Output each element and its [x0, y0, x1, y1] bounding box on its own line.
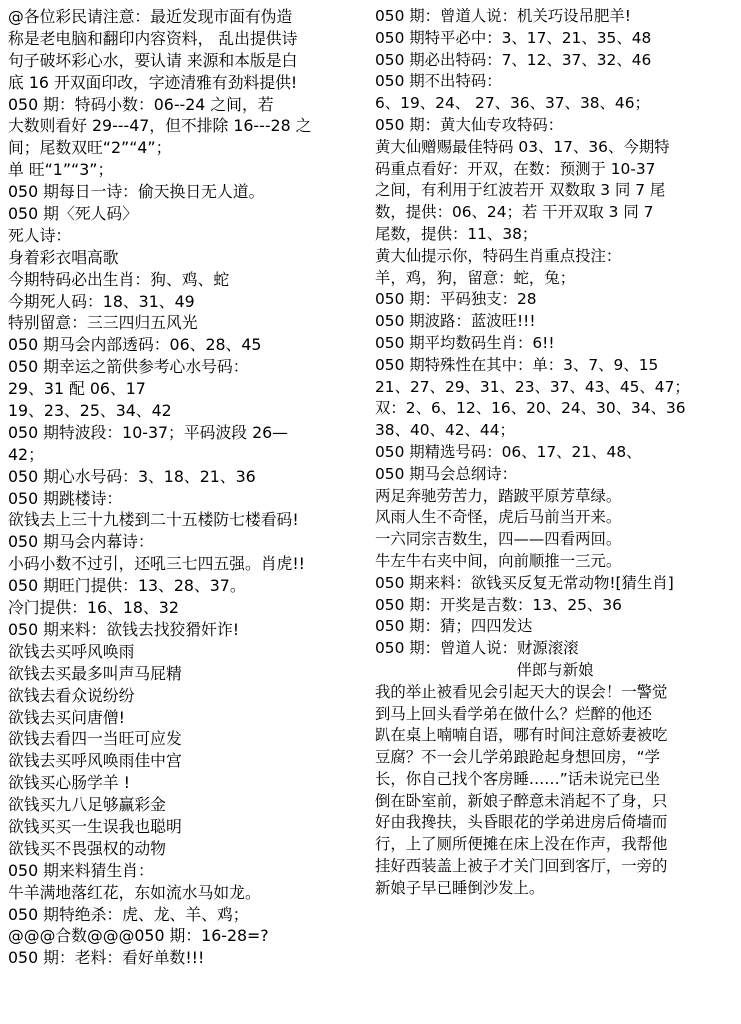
- right-text-line: 050 期马会总纲诗：: [375, 464, 518, 483]
- right-column-lines: [375, 6, 735, 660]
- right-text-line: 050 期不出特码：: [375, 72, 502, 91]
- left-text-line: 今期特码必出生肖：狗、鸡、蛇: [8, 269, 230, 289]
- left-text-line: 句子破坏彩心水，要认请 来源和本版是白: [8, 50, 298, 70]
- left-text-line: 050 期来料：欲钱去找狡猾奸诈!: [8, 619, 240, 639]
- story-text-line: 新娘子早已睡倒沙发上。: [375, 878, 545, 897]
- left-text-line: 050 期跳楼诗：: [8, 488, 123, 508]
- left-text-line: 牛羊满地落红花，东如流水马如龙。: [8, 882, 261, 902]
- right-text-line: 38、40、42、44；: [375, 421, 515, 440]
- left-text-line: 欲钱买不畏强权的动物: [8, 838, 166, 858]
- right-text-line: 050 期特平必中：3、17、21、35、48: [375, 28, 652, 47]
- right-text-line: 050 期：曾道人说：财源滚滚: [375, 639, 579, 658]
- left-text-line: 小码小数不过引，还吼三七四五强。肖虎!!: [8, 554, 306, 574]
- left-text-line: 欲钱去上三十九楼到二十五楼防七楼看码!: [8, 510, 299, 530]
- left-text-line: 29、31 配 06、17: [8, 379, 146, 399]
- story-text-line: 挂好西装盖上被子才关门回到客厅，一旁的: [375, 857, 668, 876]
- story-text-line: 行，上了厕所便摊在床上没在作声，我帮他: [375, 835, 668, 854]
- story-text-line: 到马上回头看学弟在做什么？烂醉的他还: [375, 704, 653, 723]
- story-text-line: 好由我搀扶，头昏眼花的学弟进房后倚墙而: [375, 813, 668, 832]
- right-text-line: 050 期必出特码：7、12、37、32、46: [375, 50, 652, 69]
- right-text-line: 黄大仙提示你，特码生肖重点投注：: [375, 246, 622, 265]
- right-text-line: 羊，鸡，狗，留意：蛇，兔；: [375, 268, 576, 287]
- left-text-line: 欲钱去买呼风唤雨佳中宫: [8, 751, 182, 771]
- left-text-line: @各位彩民请注意：最近发现市面有伪造: [8, 7, 293, 26]
- left-text-line: 19、23、25、34、42: [8, 401, 172, 421]
- left-text-line: 欲钱去看四一当旺可应发: [8, 729, 182, 749]
- story-text-line: 趴在桌上喃喃自语，哪有时间注意娇妻被吃: [375, 726, 668, 745]
- right-text-line: 风雨人生不奇怪，虎后马前当开来。: [375, 508, 622, 527]
- left-text-line: @@@合数@@@050 期：16-28=?: [8, 926, 269, 946]
- right-text-line: 050 期特殊性在其中：单：3、7、9、15: [375, 355, 659, 374]
- right-text-line: 牛左牛右夹中间，向前顺推一三元。: [375, 551, 622, 570]
- left-text-line: 欲钱买九八足够赢彩金: [8, 795, 166, 815]
- right-text-line: 050 期：黄大仙专攻特码：: [375, 115, 564, 134]
- story-text-line: 长，你自己找个客房睡……”话未说完已坐: [375, 769, 661, 788]
- left-text-line: 死人诗：: [8, 225, 72, 245]
- left-text-line: 050 期旺门提供：13、28、37。: [8, 576, 246, 596]
- right-text-line: 050 期：平码独支：28: [375, 290, 537, 309]
- left-text-line: 42；: [8, 444, 44, 464]
- left-text-line: 特别留意：三三四归五风光: [8, 313, 198, 333]
- right-text-line: 双：2、6、12、16、20、24、30、34、36: [375, 399, 686, 418]
- left-column: [8, 6, 360, 969]
- left-text-line: 050 期特波段：10-37；平码波段 26—: [8, 422, 288, 442]
- right-text-line: 050 期：猜；四四发达: [375, 617, 533, 636]
- right-column: [375, 6, 735, 900]
- story-text-line: 我的举止被看见会引起天大的误会！一警觉: [375, 682, 668, 701]
- right-text-line: 050 期：开奖是吉数：13、25、36: [375, 595, 622, 614]
- left-text-line: 身着彩衣唱高歌: [8, 247, 119, 267]
- story-body: [375, 682, 735, 900]
- left-text-line: 050 期马会内幕诗：: [8, 532, 154, 552]
- left-text-line: 050 期〈死人码〉: [8, 204, 138, 224]
- left-text-line: 欲钱去买呼风唤雨: [8, 641, 135, 661]
- story-text-line: 豆腐？不一会儿学弟踉跄起身想回房，“学: [375, 748, 661, 767]
- left-text-line: 大数则看好 29---47，但不排除 16---28 之: [8, 116, 312, 136]
- right-text-line: 之间，有利用于红波若开 双数取 3 同 7 尾: [375, 181, 666, 200]
- left-text-line: 单 旺“1”“3”；: [8, 160, 114, 180]
- right-text-line: 尾数，提供：11、38；: [375, 224, 538, 243]
- left-text-line: 050 期：老料：看好单数!!!: [8, 948, 205, 968]
- right-text-line: 码重点看好：开双，在数：预测于 10-37: [375, 159, 656, 178]
- right-text-line: 050 期来料：欲钱买反复无常动物![猜生肖]: [375, 573, 674, 592]
- right-text-line: 黄大仙赠赐最佳特码 03、17、36、今期特: [375, 137, 670, 156]
- left-text-line: 050 期幸运之箭供参考心水号码：: [8, 357, 249, 377]
- right-text-line: 数，提供：06、24；若 干开双取 3 同 7: [375, 203, 654, 222]
- right-text-line: 050 期：曾道人说：机关巧设吊肥羊!: [375, 7, 631, 25]
- left-text-line: 间；尾数双旺“2”“4”；: [8, 138, 172, 158]
- right-text-line: 21、27、29、31、23、37、43、45、47；: [375, 377, 690, 396]
- story-text-line: 倒在卧室前，新娘子醉意未消起不了身，只: [375, 791, 668, 810]
- right-text-line: 6、19、24、 27、36、37、38、46；: [375, 94, 650, 113]
- left-text-line: 欲钱去买问唐僧!: [8, 707, 125, 727]
- left-text-line: 050 期每日一诗：偷天换日无人道。: [8, 182, 265, 202]
- right-text-line: 050 期波路：蓝波旺!!!: [375, 312, 536, 331]
- left-text-line: 050 期马会内部透码：06、28、45: [8, 335, 262, 355]
- right-text-line: 050 期精选号码：06、17、21、48、: [375, 442, 642, 461]
- left-text-line: 050 期心水号码：3、18、21、36: [8, 466, 256, 486]
- right-text-line: 两足奔驰劳苦力，踏跛平原芳草绿。: [375, 486, 622, 505]
- left-text-line: 底 16 开双面印改，字迹清雅有劲料提供!: [8, 72, 298, 92]
- left-text-line: 欲钱买买一生误我也聪明: [8, 816, 182, 836]
- left-text-line: 050 期特绝杀：虎、龙、羊、鸡；: [8, 904, 249, 924]
- left-text-line: 欲钱去买最多叫声马屁精: [8, 663, 182, 683]
- left-text-line: 050 期：特码小数：06--24 之间，若: [8, 94, 274, 114]
- story-title: 伴郎与新娘: [516, 660, 594, 679]
- right-text-line: 050 期平均数码生肖：6!!: [375, 333, 555, 352]
- left-text-line: 050 期来料猜生肖：: [8, 860, 154, 880]
- left-text-line: 欲钱去看众说纷纷: [8, 685, 135, 705]
- left-text-line: 称是老电脑和翻印内容资料， 乱出提供诗: [8, 28, 298, 48]
- left-text-line: 冷门提供：16、18、32: [8, 598, 179, 618]
- left-text-line: 今期死人码：18、31、49: [8, 291, 195, 311]
- left-text-line: 欲钱买心肠学羊 !: [8, 773, 130, 793]
- right-text-line: 一六同宗吉数生，四——四看两回。: [375, 530, 622, 549]
